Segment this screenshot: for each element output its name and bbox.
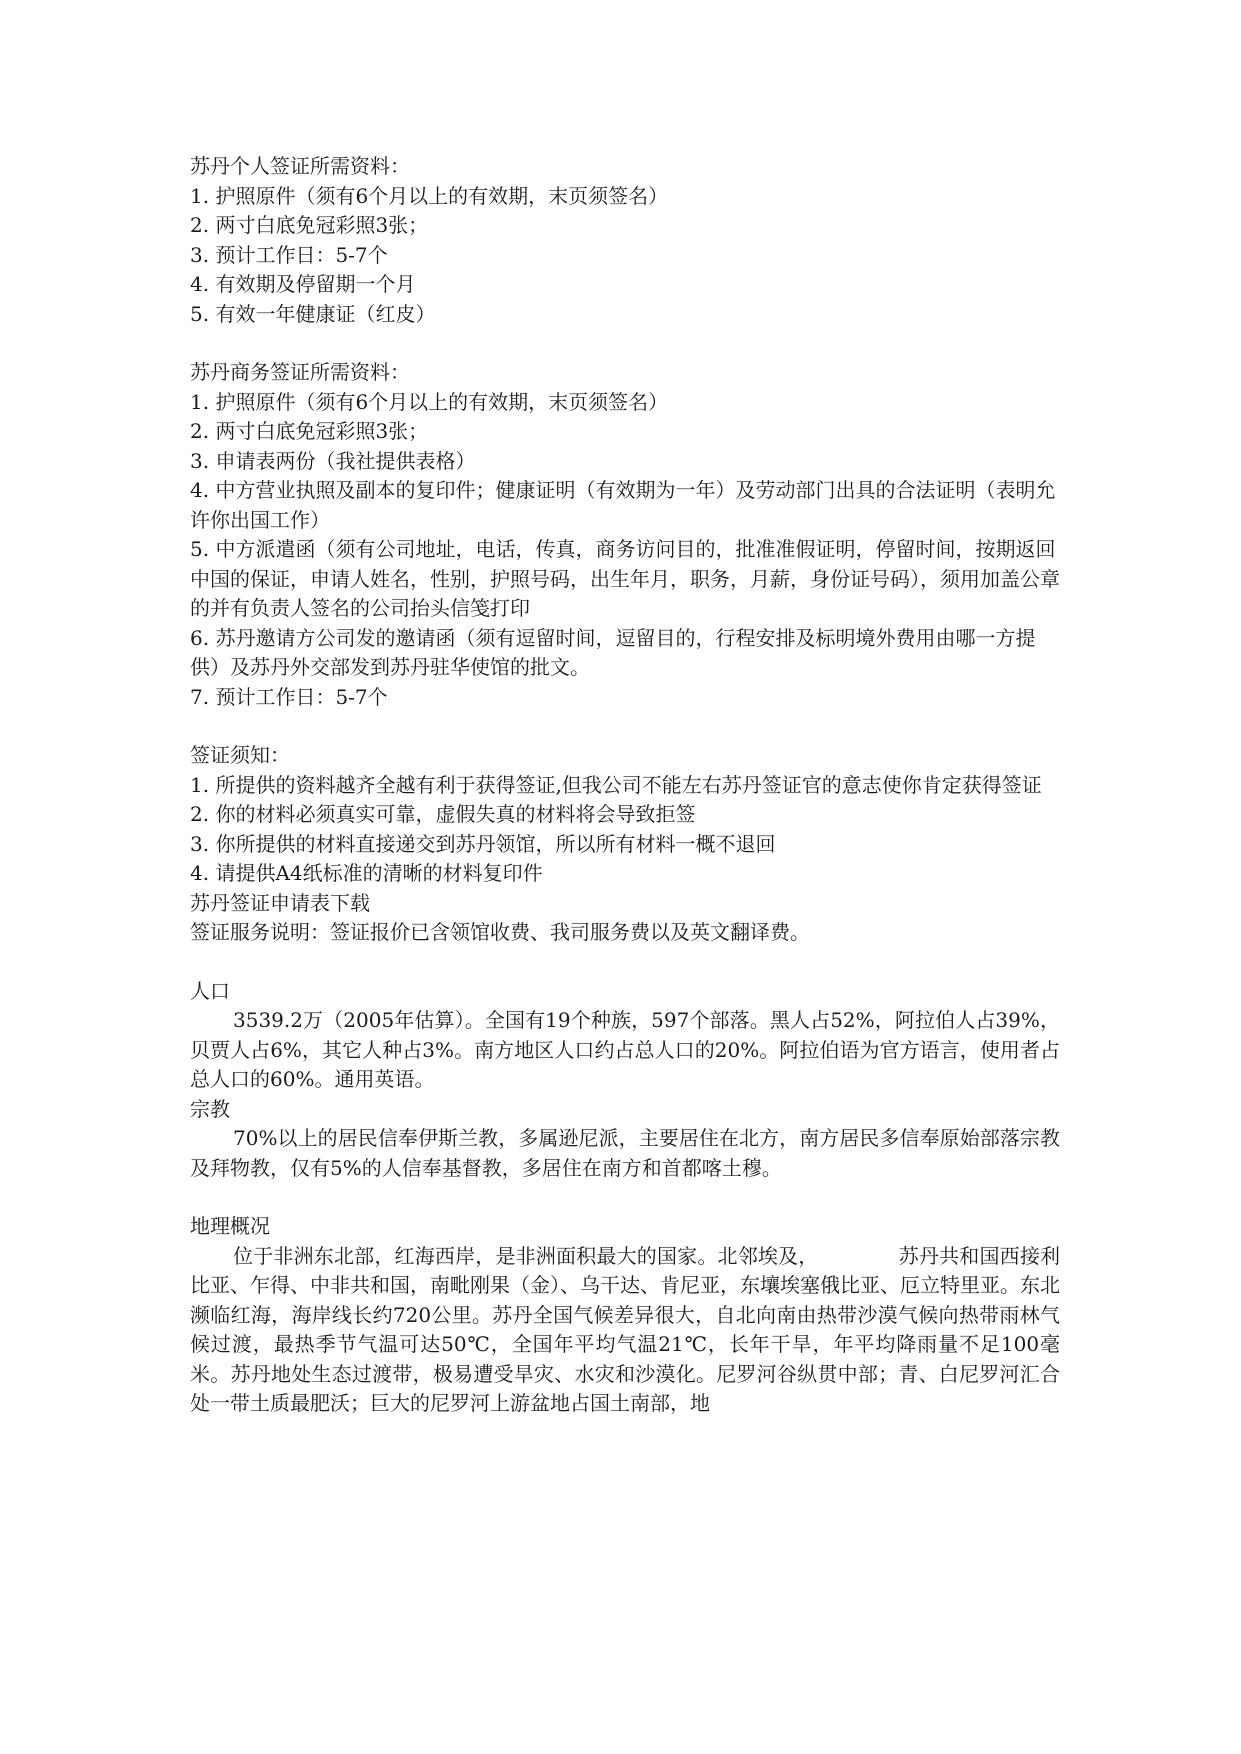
- business-item-2: 2. 两寸白底免冠彩照3张；: [190, 419, 429, 443]
- business-visa-heading: 苏丹商务签证所需资料：: [190, 360, 410, 384]
- personal-item-2: 2. 两寸白底免冠彩照3张；: [190, 213, 429, 237]
- notice-item-2: 2. 你的材料必须真实可靠，虚假失真的材料将会导致拒签: [190, 802, 696, 826]
- business-item-1: 1. 护照原件（须有6个月以上的有效期，末页须签名）: [190, 389, 669, 414]
- geography-heading: 地理概况: [190, 1214, 270, 1238]
- spacer: [190, 1183, 1060, 1212]
- visa-service-note: 签证服务说明：签证报价已含领馆收费、我司服务费以及英文翻译费。: [190, 920, 810, 944]
- notice-item-3: 3. 你所提供的材料直接递交到苏丹领馆，所以所有材料一概不退回: [190, 831, 776, 856]
- personal-item-1: 1. 护照原件（须有6个月以上的有效期，末页须签名）: [190, 183, 669, 208]
- business-item-7: 7. 预计工作日：5-7个: [190, 684, 388, 709]
- religion-heading: 宗教: [190, 1096, 230, 1121]
- spacer: [190, 948, 1060, 977]
- population-paragraph: 3539.2万（2005年估算）。全国有19个种族，597个部落。黑人占52%，阿拉伯人占39%，贝贾人占6%，其它人种占3%。南方地区人口约占总人口的20%。阿拉伯语为官方语言，使用者占总人口的60%。通用英语。: [190, 1008, 1060, 1091]
- business-item-6: 6. 苏丹邀请方公司发的邀请函（须有逗留时间，逗留目的，行程安排及标明境外费用由哪一方提供）及苏丹外交部发到苏丹驻华使馆的批文。: [190, 625, 1036, 679]
- business-item-5: 5. 中方派遣函（须有公司地址，电话，传真，商务访问目的，批准准假证明，停留时间，按期返回中国的保证，申请人姓名，性别，护照号码，出生年月，职务，月薪，身份证号码），须用加盖公章的并有负责人签名的公司抬头信笺打印: [190, 537, 1060, 620]
- personal-item-4: 4. 有效期及停留期一个月: [190, 272, 416, 296]
- geography-text-part-2: 苏丹共和国西接利比亚、乍得、中非共和国，南毗刚果（金）、乌干达、肯尼亚，东壤埃塞俄比亚、厄立特里亚。东北濒临红海，海岸线长约720公里。苏丹全国气候差异很大，自北向南由热带沙漠气候向热带雨林气候过渡，最热季节气温可达50℃，全国年平均气温21℃，长年干旱，年平均降雨量不足100毫米。苏丹地处生态过渡带，极易遭受旱灾、水灾和沙漠化。尼罗河谷纵贯中部；青、白尼罗河汇合处一带土质最肥沃；巨大的尼罗河上游盆地占国土南部，地: [190, 1243, 1061, 1415]
- personal-item-5: 5. 有效一年健康证（红皮）: [190, 301, 436, 326]
- religion-paragraph: 70%以上的居民信奉伊斯兰教，多属逊尼派，主要居住在北方，南方居民多信奉原始部落宗教及拜物教，仅有5%的人信奉基督教，多居住在南方和首都喀土穆。: [190, 1126, 1060, 1180]
- notice-item-1: 1. 所提供的资料越齐全越有利于获得签证,但我公司不能左右苏丹签证官的意志使你肯定获得签证: [190, 772, 1042, 797]
- spacer: [190, 329, 1060, 358]
- application-form-download-link[interactable]: 苏丹签证申请表下载: [190, 890, 370, 915]
- population-heading: 人口: [190, 978, 230, 1003]
- business-item-4: 4. 中方营业执照及副本的复印件；健康证明（有效期为一年）及劳动部门出具的合法证明（表明允许你出国工作）: [190, 478, 1056, 532]
- visa-notice-heading: 签证须知：: [190, 743, 290, 767]
- geography-text-part-1: 位于非洲东北部，红海西岸，是非洲面积最大的国家。北邻埃及，: [233, 1243, 819, 1268]
- document-page: [190, 152, 1060, 1419]
- business-item-3: 3. 申请表两份（我社提供表格）: [190, 448, 476, 473]
- personal-visa-heading: 苏丹个人签证所需资料：: [190, 154, 410, 178]
- geography-paragraph: [190, 1242, 1060, 1419]
- spacer: [190, 712, 1060, 741]
- notice-item-4: 4. 请提供A4纸标准的清晰的材料复印件: [190, 861, 543, 885]
- personal-item-3: 3. 预计工作日：5-7个: [190, 242, 388, 267]
